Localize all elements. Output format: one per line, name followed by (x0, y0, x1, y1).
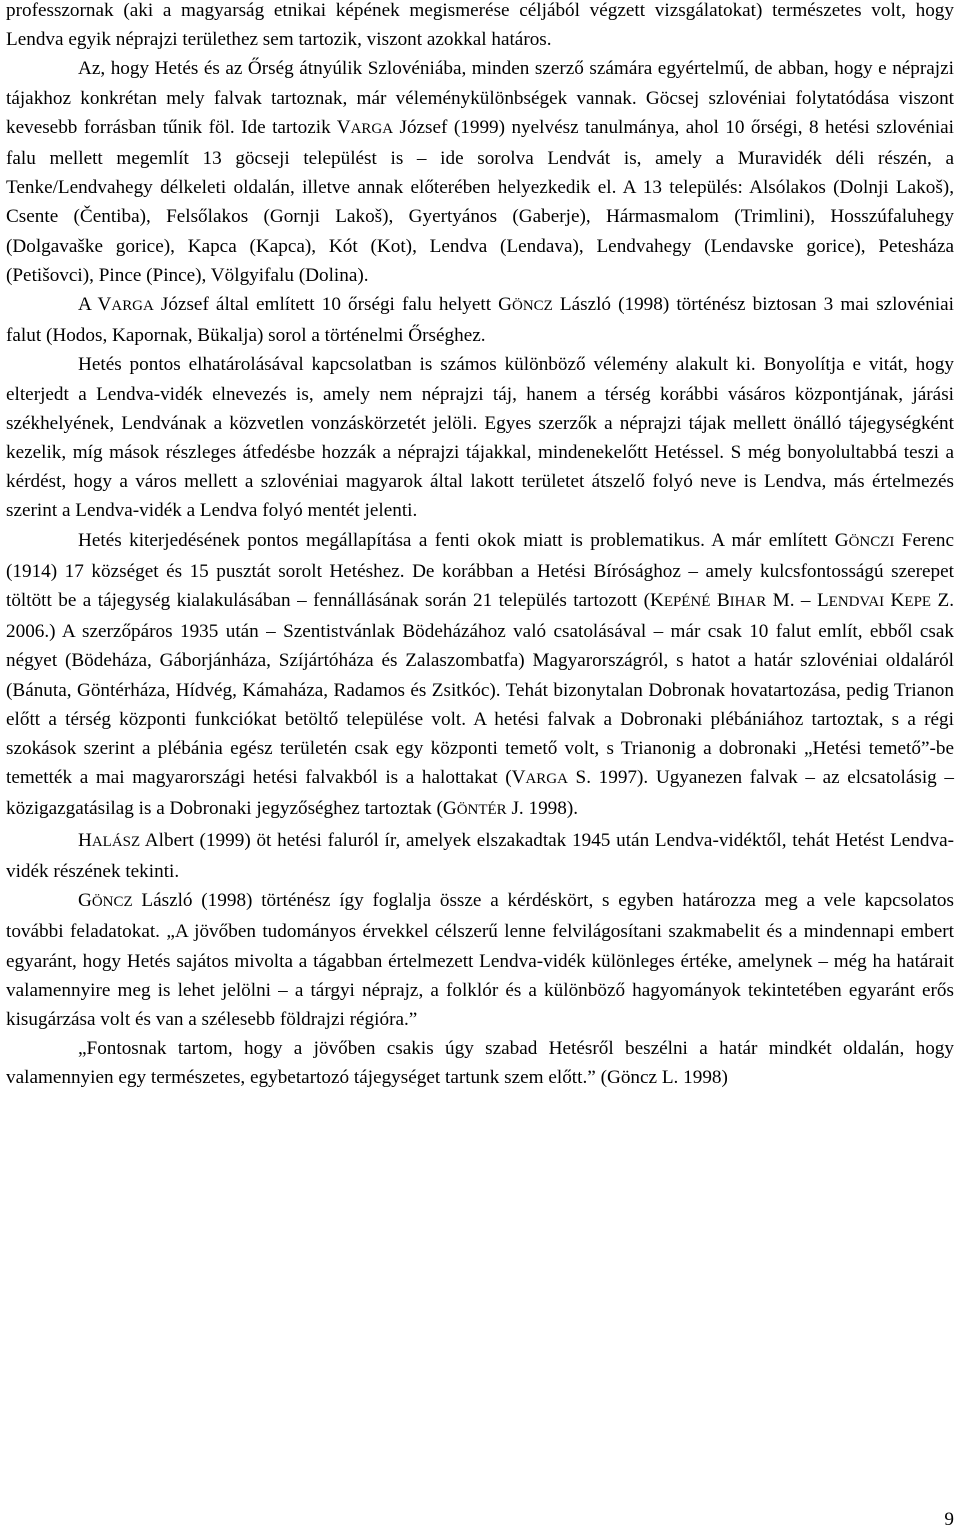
small-caps-name: ÖNCZ (512, 298, 553, 315)
text-run: H (78, 829, 92, 851)
text-run: László (1998) történész így foglalja össze a kérdéskört, s egyben határozza meg a vele kapcsolatos további feladatokat. „A jövőben tudományos érvekkel célszerű lenne felvilágosítani szakmabelit és a mindennapi embert egyaránt, hogy Hetés sajátos mivolta a tágabban értelmezett Lendva-vidék különleges értéke, amelynek – még ha határait valamennyire meg is lehet jelölni – a tárgyi néprajz, a folklór és a különböző hagyományok tekintetében egyaránt erős kisugárzása volt és van a szélesebb földrajzi régióra.” (6, 890, 954, 1030)
paragraph (6, 886, 954, 1034)
page-number: 9 (944, 1509, 954, 1530)
small-caps-name: ARGA (111, 298, 154, 315)
small-caps-name: ÖNCZ (91, 894, 133, 911)
small-caps-name: ENDVAI (828, 594, 885, 611)
text-run: József (1999) nyelvész tanulmánya, ahol 10 őrségi, 8 hetési szlovéniai falu mellett megemlít 13 göcseji települést is – ide sorolva Lendvát is, amely a Muravidék déli részén, a Tenke/Lendvahegy délkeleti oldalán, illetve annak előterében helyezkedik el. A 13 település: Alsólakos (Dolnji Lakoš), Csente (Čentiba), Felsőlakos (Gornji Lakoš), Gyertyános (Gaberje), Hármasmalom (Trimlini), Hosszúfaluhegy (Dolgavaške gorice), Kapca (Kapca), Kót (Kot), Lendva (Lendava), Lendvahegy (Lendavske gorice), Petesháza (Petišovci), Pince (Pince), Völgyifalu (Dolina). (6, 116, 954, 286)
text-run: G (78, 890, 92, 912)
paragraph (6, 1034, 954, 1092)
text-run: Ferenc (1914) 17 községet és 15 pusztát sorolt Hetéshez. De korábban a Hetési Bírósághoz – amely kulcsfontosságú szerepet töltött be a tájegység kialakulásában – fennállásának során 21 település tartozott (K (6, 529, 954, 612)
text-run: Z. 2006.) A szerzőpáros 1935 után – Szentistvánlak Bödeházához való csatolásával – már csak 10 falut említ, ebből csak négyet (Bödeháza, Gáborjánháza, Szíjártóháza és Zalaszombatfa) Magyarországról, s hatot a határ szlovéniai oldaláról (Bánuta, Göntérháza, Hídvég, Kámaháza, Radamos és Zsitkóc). Tehát bizonytalan Dobronak hovatartozása, pedig Trianon előtt a térség központi funkciókat betöltő települése volt. A hetési falvak a Dobronaki plébániához tartoztak, s a régi szokások szerint a plébánia egész területén csak egy központi temető volt, s Trianonig a dobronaki „Hetési temető”-be temették a mai magyarországi hetési falvakból is a halottakat (V (6, 590, 954, 789)
text-run: Az, hogy Hetés és az Őrség átnyúlik Szlovéniába, minden szerző számára egyértelmű, de abban, hogy e néprajzi tájakhoz konkrétan mely falvak tartoznak, már véleménykülönbségek vannak. Göcsej szlovéniai folytatódása viszont kevesebb forrásban tűnik föl. Ide tartozik V (6, 58, 954, 138)
small-caps-name: EPE (904, 594, 932, 611)
text-run: A V (78, 294, 112, 316)
text-run: József által említett 10 őrségi falu helyett G (153, 294, 513, 316)
paragraph (6, 290, 954, 350)
small-caps-name: ARGA (350, 120, 394, 137)
text-run: László (1998) történész biztosan 3 mai szlovéniai falut (Hodos, Kapornak, Bükalja) sorol a történelmi Őrséghez. (6, 294, 954, 347)
paragraph (6, 54, 954, 290)
text-run: B (710, 590, 730, 612)
small-caps-name: EPÉNÉ (663, 594, 711, 611)
text-run: „Fontosnak tartom, hogy a jövőben csakis úgy szabad Hetésről beszélni a határ mindkét oldalán, hogy valamennyien egy természetes, egybetartozó tájegységet tartunk szem előtt.” (Göncz L. 1998) (6, 1038, 954, 1089)
text-run: Hetés pontos elhatárolásával kapcsolatban is számos különböző vélemény alakult ki. Bonyolítja e vitát, hogy elterjedt a Lendva-vidék elnevezés is, amely nem néprajzi táj, hanem a térség korábbi vásáros központjának, járási székhelyének, Lendvának a közvetlen vonzáskörzetét jelöli. Egyes szerzők a néprajzi tájak mellett önálló tájegységként kezelik, míg mások részleges átfedésbe hozzák a néprajzi tájakkal, mindenekelőtt Hetéssel. S még bonyolultabbá teszi a kérdést, hogy a város mellett a szlovéniai magyarok által lakott területet átszelő folyó neve is Lendva, más értelmezés szerint a Lendva-vidék a Lendva folyó mentét jelenti. (6, 354, 954, 522)
paragraph (6, 826, 954, 886)
text-run: J. 1998). (506, 798, 579, 820)
text-run: professzornak (aki a magyarság etnikai képének megismerése céljából végzett vizsgálatokat) természetes volt, hogy Lendva egyik néprajzi területhez sem tartozik, viszont azokkal határos. (6, 0, 954, 51)
small-caps-name: ALÁSZ (91, 833, 141, 850)
paragraph (6, 350, 954, 525)
text-run: Hetés kiterjedésének pontos megállapítása a fenti okok miatt is problematikus. A már említett G (78, 529, 849, 551)
document-body (6, 0, 954, 1093)
small-caps-name: ARGA (525, 771, 568, 788)
small-caps-name: ÖNCZI (848, 533, 895, 550)
paragraph (6, 526, 954, 826)
paragraph (6, 0, 954, 54)
text-run: K (884, 590, 905, 612)
small-caps-name: IHAR (729, 594, 767, 611)
small-caps-name: ÖNTÉR (456, 802, 507, 819)
text-run: M. – L (766, 590, 829, 612)
text-run: S. 1997). Ugyanezen falvak – az elcsatolásig – közigazgatásilag is a Dobronaki jegyzőséghez tartoztak (G (6, 767, 954, 820)
text-run: Albert (1999) öt hetési faluról ír, amelyek elszakadtak 1945 után Lendva-vidéktől, tehát Hetést Lendva-vidék részének tekinti. (6, 829, 954, 882)
